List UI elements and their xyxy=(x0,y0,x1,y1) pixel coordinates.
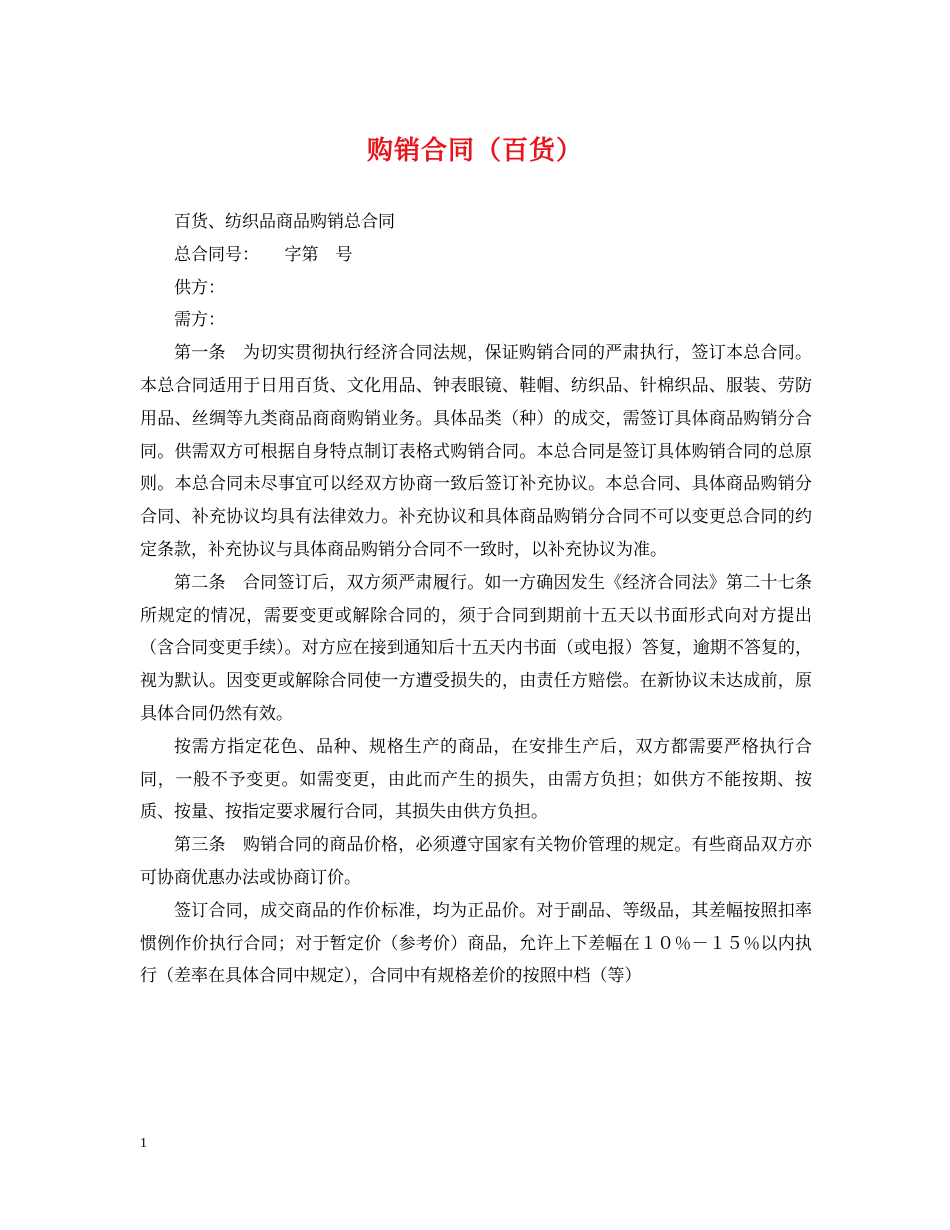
document-body xyxy=(140,206,812,993)
paragraph-article-1: 第一条 为切实贯彻执行经济合同法规，保证购销合同的严肃执行，签订本总合同。本总合同适用于日用百货、文化用品、钟表眼镜、鞋帽、纺织品、针棉织品、服装、劳防用品、丝绸等九类商品商商购销业务。具体品类（种）的成交，需签订具体商品购销分合同。供需双方可根据自身特点制订表格式购销合同。本总合同是签订具体购销合同的总原则。本总合同未尽事宜可以经双方协商一致后签订补充协议。本总合同、具体商品购销分合同、补充协议均具有法律效力。补充协议和具体商品购销分合同不可以变更总合同的约定条款，补充协议与具体商品购销分合同不一致时，以补充协议为准。 xyxy=(140,343,812,560)
page-number: 1 xyxy=(140,1136,147,1151)
paragraph-article-3: 第三条 购销合同的商品价格，必须遵守国家有关物价管理的规定。有些商品双方亦可协商优惠办法或协商订价。 xyxy=(140,835,812,888)
paragraph-article-3-pricing: 签订合同，成交商品的作价标准，均为正品价。对于副品、等级品，其差幅按照扣率惯例作价执行合同；对于暂定价（参考价）商品，允许上下差幅在１０％－１５％以内执行（差率在具体合同中规定），合同中有规格差价的按照中档（等） xyxy=(140,900,812,987)
paragraph-subtitle: 百货、纺织品商品购销总合同 xyxy=(174,212,395,232)
paragraph-buyer: 需方： xyxy=(174,310,225,331)
paragraph-article-2: 第二条 合同签订后，双方须严肃履行。如一方确因发生《经济合同法》第二十七条所规定的情况，需要变更或解除合同的，须于合同到期前十五天以书面形式向对方提出（含合同变更手续）。对方应在接到通知后十五天内书面（或电报）答复，逾期不答复的，视为默认。因变更或解除合同使一方遭受损失的，由责任方赔偿。在新协议未达成前，原具体合同仍然有效。 xyxy=(140,572,812,724)
document-title: 购销合同（百货） xyxy=(366,136,583,166)
paragraph-article-2-note: 按需方指定花色、品种、规格生产的商品，在安排生产后，双方都需要严格执行合同，一般不予变更。如需变更，由此而产生的损失，由需方负担；如供方不能按期、按质、按量、按指定要求履行合同，其损失由供方负担。 xyxy=(140,736,812,823)
paragraph-supplier: 供方： xyxy=(174,277,225,298)
paragraph-contract-number: 总合同号： 字第 号 xyxy=(174,244,353,265)
